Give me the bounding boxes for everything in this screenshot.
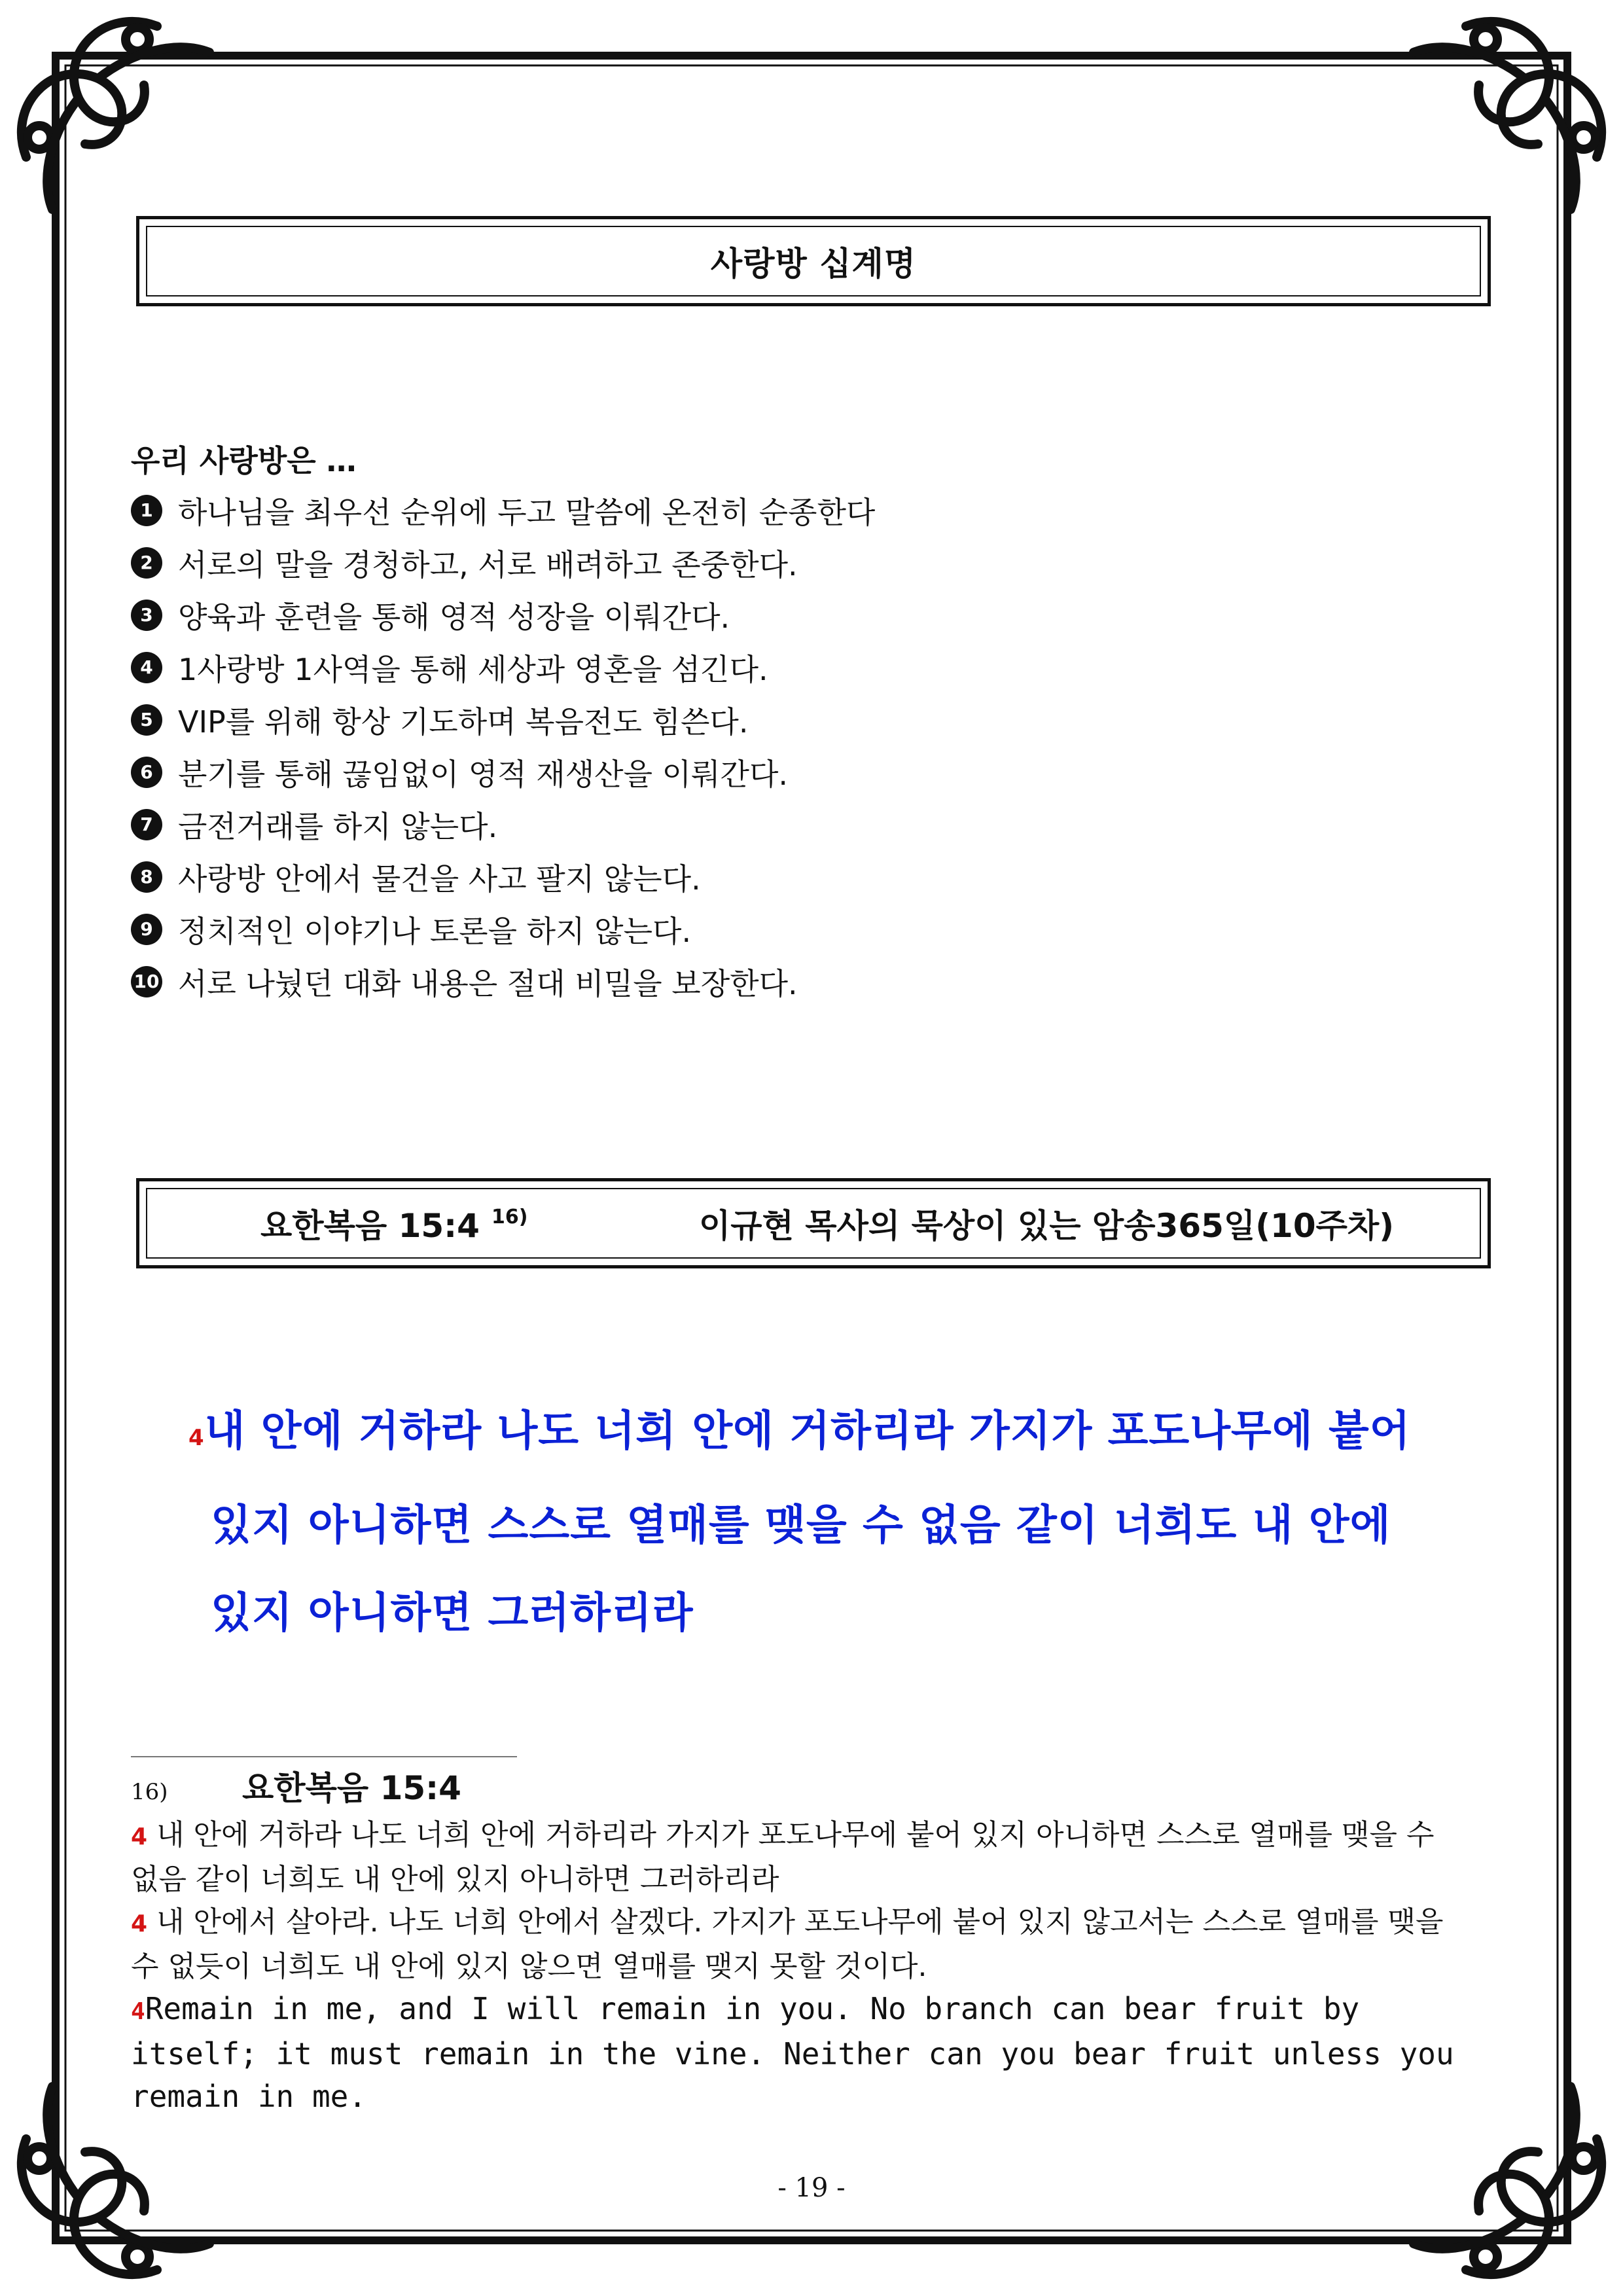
rule-number-badge: 8 [131,861,162,893]
rule-number-badge: 3 [131,600,162,631]
rule-number-badge: 7 [131,809,162,840]
verse-line: 내 안에 거하라 나도 너희 안에 거하리라 가지가 포도나무에 붙어 [204,1407,1411,1456]
header-title-box [136,216,1491,306]
rule-text: 1사랑방 1사역을 통해 세상과 영혼을 섬긴다. [178,652,768,687]
verse-reference-text: 요한복음 15:4 [260,1207,480,1245]
list-item [131,589,875,641]
footnote-mark-link[interactable]: 16) [491,1205,528,1229]
footnote-reference: 요한복음 15:4 [242,1769,461,1807]
rule-number-badge: 4 [131,652,162,683]
rule-text: 분기를 통해 끊임없이 영적 재생산을 이뤄간다. [178,757,789,792]
rule-text: VIP를 위해 항상 기도하며 복음전도 힘쓴다. [178,704,749,740]
translation-text: Remain in me, and I will remain in you. No branch can bear fruit by itself; it must remain in the vine. Neither can you bear fruit unless you remain in me. [131,1991,1454,2114]
rules-list [131,484,875,1008]
footnote-number: 16) [131,1779,168,1805]
translation-paragraph [131,1901,1459,1988]
list-item [131,694,875,746]
verse-number: 4 [188,1425,205,1451]
rule-number-badge: 1 [131,495,162,526]
memory-verse [188,1388,1445,1657]
verse-reference [260,1181,527,1265]
verse-line: 있지 아니하면 그러하리라 [211,1588,694,1638]
list-item [131,851,875,903]
rule-text: 서로의 말을 경청하고, 서로 배려하고 존중한다. [178,547,798,583]
verse-line: 있지 아니하면 스스로 열매를 맺을 수 없음 같이 너희도 내 안에 [211,1501,1391,1550]
series-title: 이규현 목사의 묵상이 있는 암송365일(10주차) [699,1207,1395,1245]
rule-text: 정치적인 이야기나 토론을 하지 않는다. [178,914,692,949]
rules-intro: 우리 사랑방은 … [131,443,357,478]
translation-text: 내 안에 거하라 나도 너희 안에 거하리라 가지가 포도나무에 붙어 있지 아니하면 스스로 열매를 맺을 수 없음 같이 너희도 내 안에 있지 아니하면 그러하리라 [131,1818,1435,1896]
list-item [131,903,875,956]
rule-text: 사랑방 안에서 물건을 사고 팔지 않는다. [178,861,701,897]
rule-number-badge: 2 [131,547,162,579]
translation-paragraph [131,1988,1459,2118]
rule-text: 서로 나눴던 대화 내용은 절대 비밀을 보장한다. [178,966,798,1001]
list-item [131,641,875,694]
rule-number-badge: 5 [131,704,162,736]
translation-text: 내 안에서 살아라. 나도 너희 안에서 살겠다. 가지가 포도나무에 붙어 있지 않고서는 스스로 열매를 맺을 수 없듯이 너희도 내 안에 있지 않으면 열매를 맺지 못할 것이다. [131,1905,1444,1983]
rule-number-badge: 9 [131,914,162,945]
verse-number: 4 [131,1998,145,2025]
corner-scroll-top-left-icon [22,22,209,209]
corner-scroll-top-right-icon [1414,22,1601,209]
list-item [131,746,875,798]
verse-number: 4 [131,1910,148,1937]
rule-text: 하나님을 최우선 순위에 두고 말씀에 온전히 순종한다 [178,495,876,530]
rule-number-badge: 10 [131,966,162,997]
verse-number: 4 [131,1823,148,1850]
list-item [131,798,875,851]
rule-text: 양육과 훈련을 통해 영적 성장을 이뤄간다. [178,600,730,635]
footnote [131,1767,1459,2118]
footnote-divider [131,1756,517,1757]
list-item [131,484,875,537]
list-item [131,956,875,1008]
verse-title-box [136,1178,1491,1268]
rule-number-badge: 6 [131,757,162,788]
page-title: 사랑방 십계명 [710,245,917,283]
translation-paragraph [131,1814,1459,1901]
page-number: - 19 - [777,2173,846,2203]
list-item [131,537,875,589]
rule-text: 금전거래를 하지 않는다. [178,809,498,844]
